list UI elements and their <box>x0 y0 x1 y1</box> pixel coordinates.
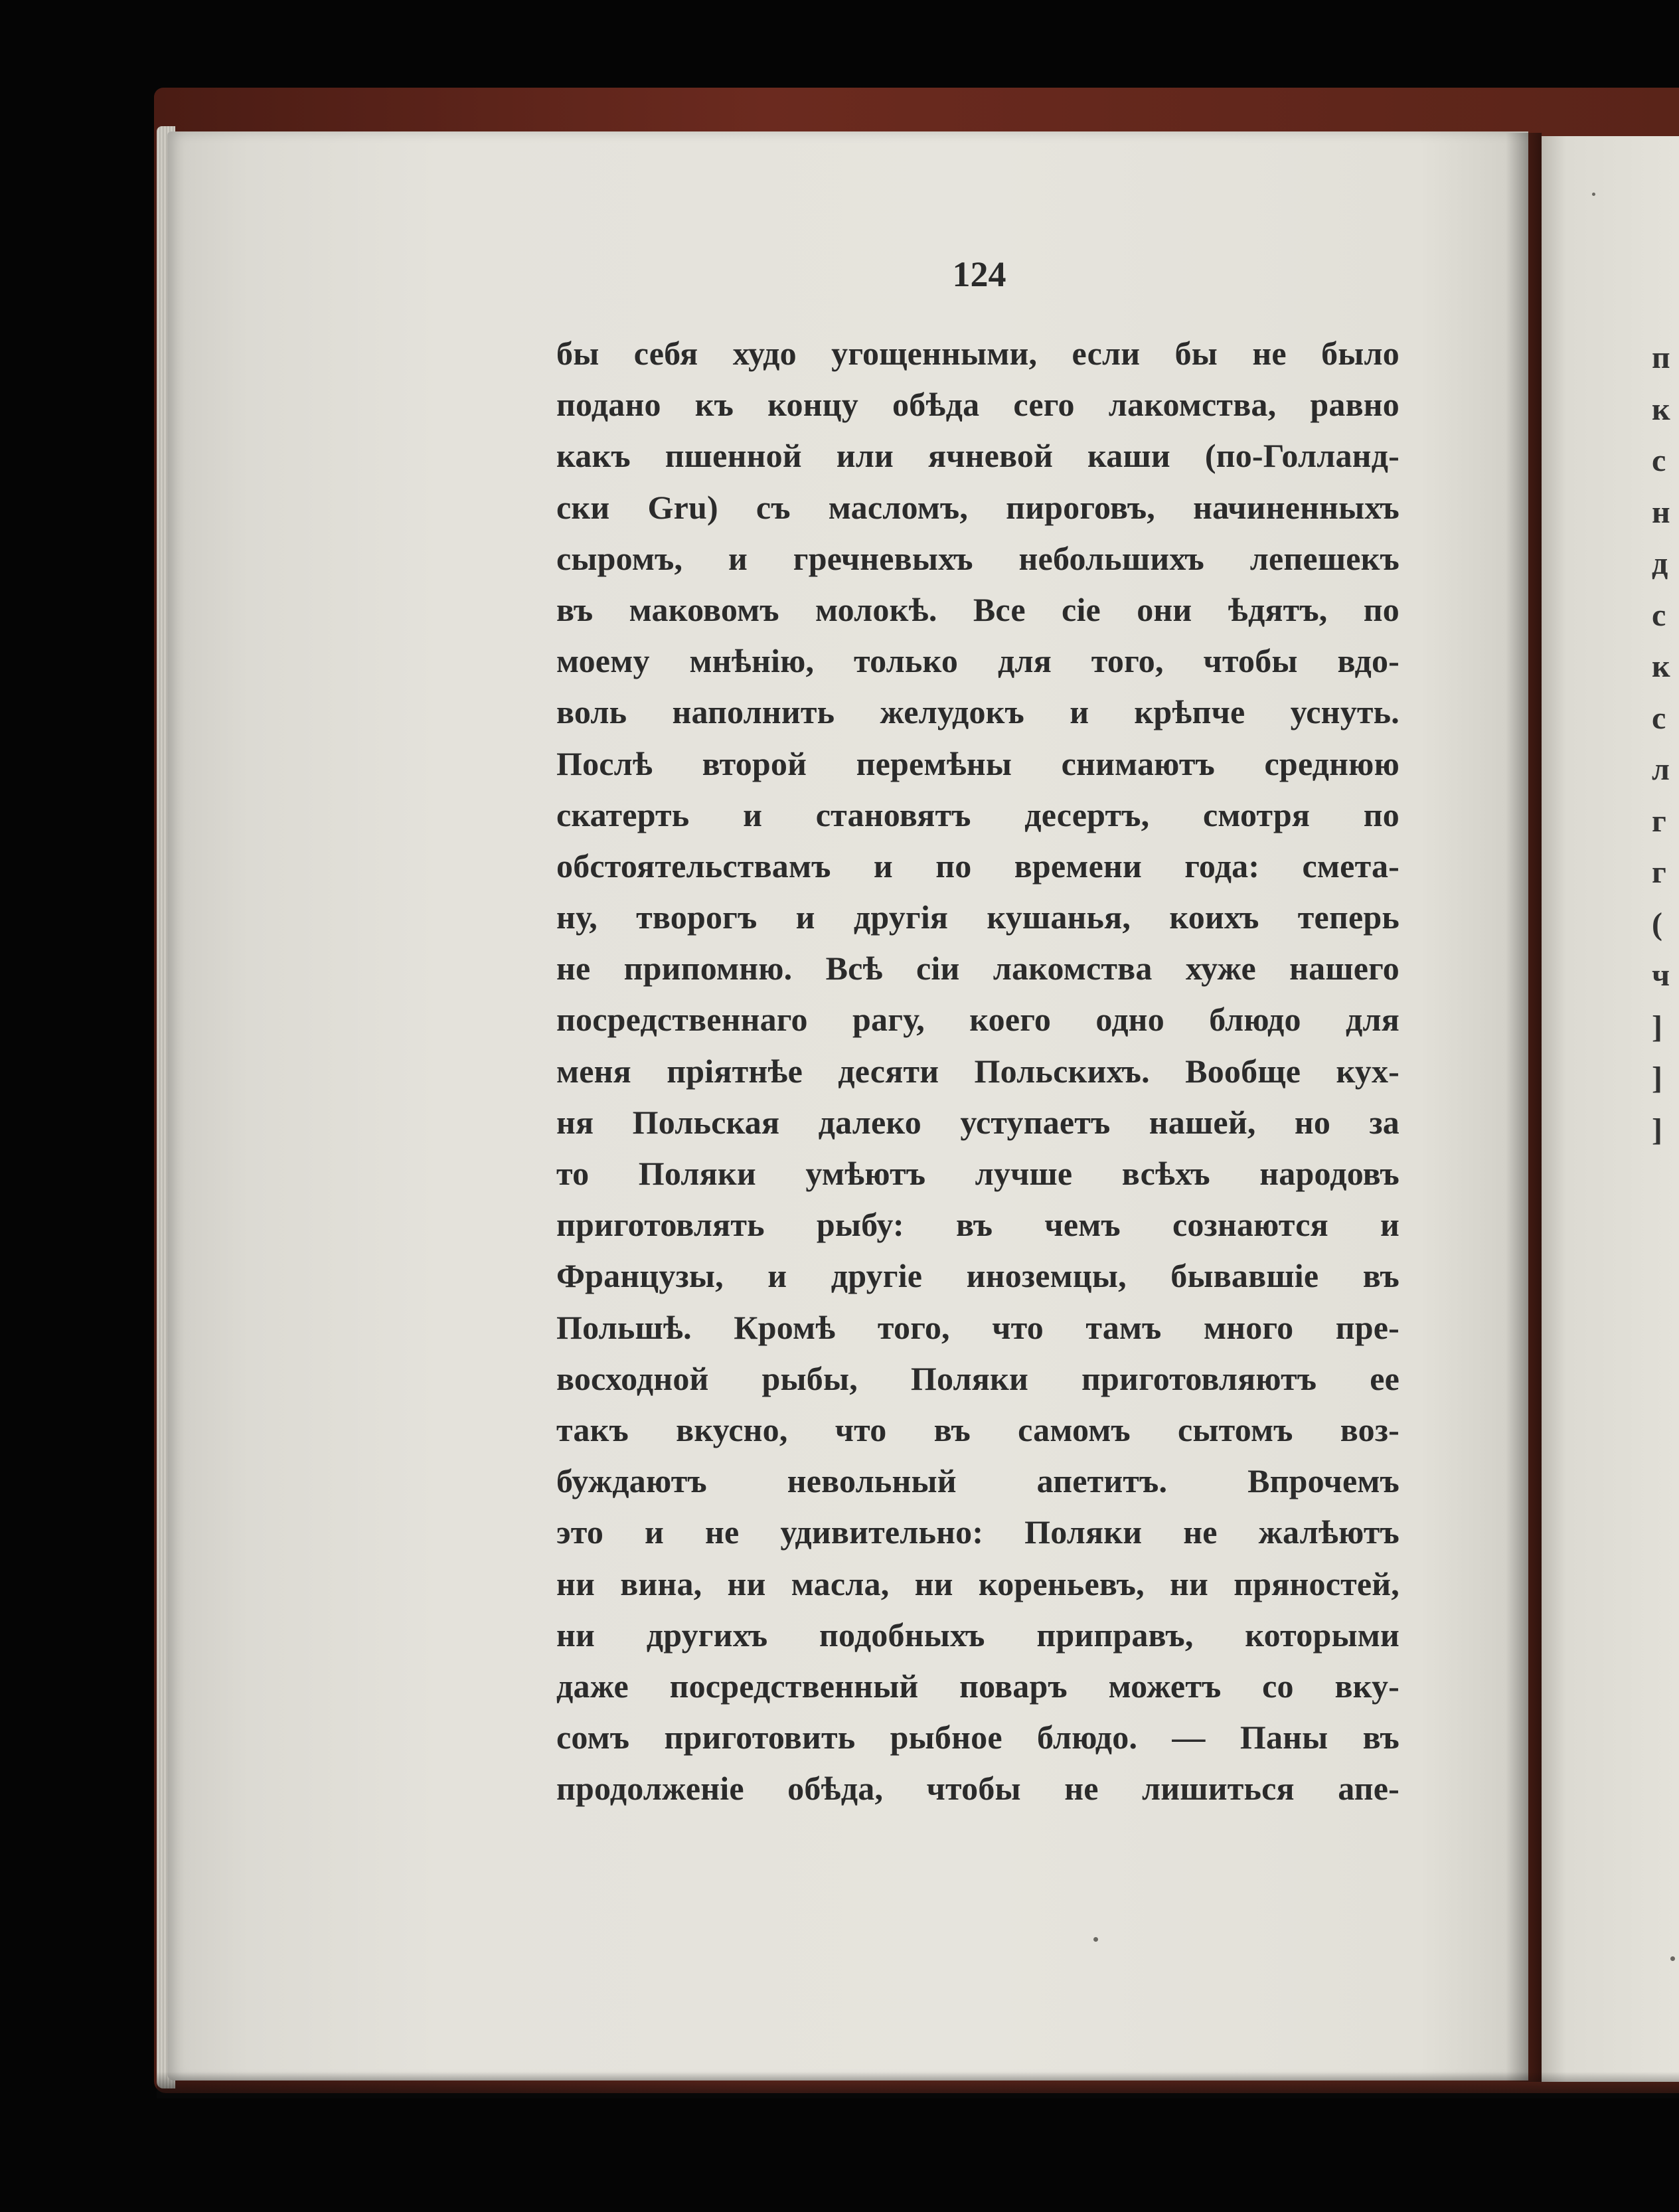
text-line: обстоятельствамъ и по времени года: смета- <box>556 847 1399 885</box>
facing-line-fragment: г <box>1652 855 1666 890</box>
facing-line-fragment: к <box>1652 649 1670 684</box>
facing-line-fragment: г <box>1652 803 1666 839</box>
text-line: Польшѣ. Кромѣ того, что тамъ много пре- <box>556 1308 1399 1346</box>
text-line: воль наполнить желудокъ и крѣпче уснуть. <box>556 693 1399 731</box>
facing-line-fragment: ] <box>1652 1061 1662 1096</box>
text-line: восходной рыбы, Поляки приготовляютъ ее <box>556 1359 1399 1397</box>
paper-speck <box>1592 193 1595 196</box>
page-body-text <box>556 328 1399 1814</box>
page-number: 124 <box>952 254 1006 294</box>
facing-line-fragment: ] <box>1652 1112 1662 1148</box>
text-line: не припомню. Всѣ сіи лакомства хуже нашего <box>556 950 1399 987</box>
text-line: продолженіе обѣда, чтобы не лишиться апе- <box>556 1770 1399 1808</box>
text-line: моему мнѣнію, только для того, чтобы вдо- <box>556 642 1399 680</box>
text-line: бы себя худо угощенными, если бы не было <box>556 335 1399 372</box>
text-line: сыромъ, и гречневыхъ небольшихъ лепешекъ <box>556 539 1399 577</box>
facing-line-fragment: с <box>1652 597 1666 633</box>
paper-speck <box>1670 1956 1675 1961</box>
facing-line-fragment: ч <box>1652 958 1670 993</box>
text-line: скатерть и становятъ десертъ, смотря по <box>556 796 1399 833</box>
facing-line-fragment: д <box>1652 546 1668 581</box>
facing-line-fragment: с <box>1652 443 1666 478</box>
text-line: сомъ приготовить рыбное блюдо. — Паны въ <box>556 1719 1399 1756</box>
text-line: въ маковомъ молокѣ. Все сіе они ѣдятъ, по <box>556 590 1399 628</box>
facing-line-fragment: с <box>1652 700 1666 736</box>
text-line: Послѣ второй перемѣны снимаютъ среднюю <box>556 744 1399 782</box>
bottom-edge-shadow <box>157 2072 1679 2098</box>
facing-line-fragment: н <box>1652 494 1670 530</box>
text-line: то Поляки умѣютъ лучше всѣхъ народовъ <box>556 1155 1399 1192</box>
facing-line-fragment: ] <box>1652 1009 1662 1045</box>
facing-line-fragment: к <box>1652 391 1670 427</box>
paper-speck <box>1093 1937 1098 1942</box>
text-line: ни вина, ни масла, ни кореньевъ, ни пряностей, <box>556 1565 1399 1602</box>
book-gutter <box>1506 133 1542 2082</box>
text-line: подано къ концу обѣда сего лакомства, равно <box>556 386 1399 424</box>
text-line: ни другихъ подобныхъ приправъ, которыми <box>556 1616 1399 1654</box>
text-line: ски Gru) съ масломъ, пироговъ, начиненныхъ <box>556 488 1399 526</box>
text-line: ну, творогъ и другія кушанья, коихъ теперь <box>556 898 1399 936</box>
text-line: какъ пшенной или ячневой каши (по-Голланд- <box>556 437 1399 475</box>
facing-line-fragment: л <box>1652 752 1670 787</box>
text-line: это и не удивительно: Поляки не жалѣютъ <box>556 1513 1399 1551</box>
facing-line-fragment: ( <box>1652 906 1662 942</box>
text-line: Французы, и другіе иноземцы, бывавшіе въ <box>556 1257 1399 1295</box>
text-line: меня пріятнѣе десяти Польскихъ. Вообще кух- <box>556 1052 1399 1090</box>
text-line: посредственнаго рагу, коего одно блюдо для <box>556 1001 1399 1039</box>
text-line: ня Польская далеко уступаетъ нашей, но за <box>556 1103 1399 1141</box>
text-line: даже посредственный поваръ можетъ со вку- <box>556 1667 1399 1705</box>
text-line: приготовлять рыбу: въ чемъ сознаются и <box>556 1206 1399 1244</box>
facing-page-text-edge <box>1652 332 1678 1155</box>
text-line: буждаютъ невольный апетитъ. Впрочемъ <box>556 1462 1399 1500</box>
facing-line-fragment: п <box>1652 340 1670 375</box>
text-line: такъ вкусно, что въ самомъ сытомъ воз- <box>556 1410 1399 1448</box>
